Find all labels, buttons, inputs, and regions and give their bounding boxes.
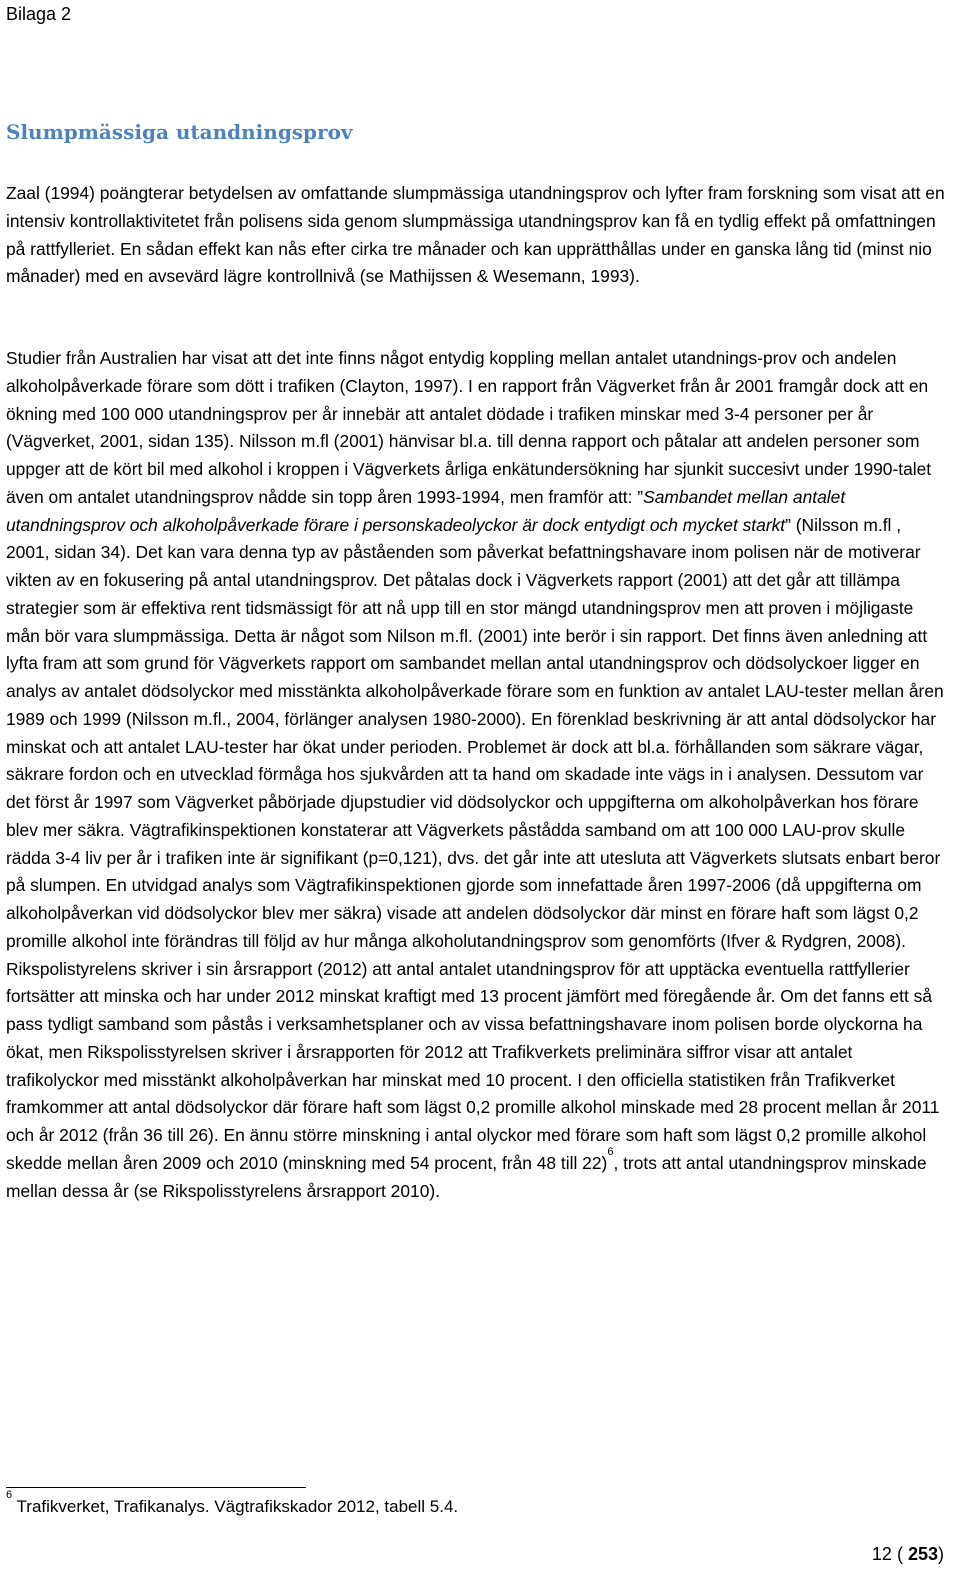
paragraph-studier xyxy=(6,345,946,1205)
footnote-number: 6 xyxy=(6,1489,13,1502)
page-current: 12 xyxy=(871,1544,892,1564)
footnote xyxy=(6,1489,459,1520)
footnote-text: Trafikverket, Trafikanalys. Vägtrafikskador 2012, tabell 5.4. xyxy=(12,1497,459,1516)
paragraph-text-c: , trots att antal utandningsprov minskade mellan dessa år (se Rikspolisstyrelens årsrapport 2010). xyxy=(6,1152,927,1201)
footnote-separator xyxy=(6,1487,306,1488)
page-total: 253 xyxy=(907,1544,938,1564)
paragraph-text-b: ” (Nilsson m.fl , 2001, sidan 34). Det kan vara denna typ av påståenden som påverkat befattningshavare inom polisen när de motiverar vikten av en fokusering på antal utandningsprov. Det påtalas dock i Vägverkets rapport (2001) att det går att tillämpa strategier som är effektiva rent tidsmässigt för att nå upp till en stor mängd utandningsprov men att proven i möjligaste mån bör vara slumpmässiga. Detta är något som Nilson m.fl. (2001) inte berör i sin rapport. Det finns även anledning att lyfta fram att som grund för Vägverkets rapport om sambandet mellan antal utandningsprov och dödsolyckoer ligger en analys av antalet dödsolyckor med misstänkta alkoholpåverkade förare som en funktion av antalet LAU-tester mellan åren 1989 och 1999 (Nilsson m.fl., 2004, förlänger analysen 1980-2000). En förenklad beskrivning är att antal dödsolyckor har minskat och att antalet LAU-tester har ökat under perioden. Problemet är dock att bl.a. förhållanden som säkrare vägar, säkrare fordon och en utvecklad förmåga hos sjukvården att ta hand om skadade inte vägs in i analysen. Dessutom var det först år 1997 som Vägverket påbörjade djupstudier vid dödsolyckor och uppgifterna om alkoholpåverkan hos förare blev mer säkra. Vägtrafikinspektionen konstaterar att Vägverkets påstådda samband om att 100 000 LAU-prov skulle rädda 3-4 liv per år i trafiken inte är signifikant (p=0,121), dvs. det går inte att utesluta att Vägverkets slutsats enbart beror på slumpen. En utvidgad analys som Vägtrafikinspektionen gjorde som innefattade åren 1997-2006 (då uppgifterna om alkoholpåverkan vid dödsolyckor blev mer säkra) visade att andelen dödsolyckor där minst en förare haft som lägst 0,2 promille alkohol inte förändras till följd av hur många alkoholutandningsprov som genomförts (Ifver & Rydgren, 2008). Rikspolistyrelens skriver i sin årsrapport (2012) att antal antalet utandningsprov för att upptäcka eventuella rattfyllerier fortsätter att minska och har under 2012 minskat kraftigt med 13 procent jämfört med föregående år. Om det fanns ett så pass tydligt samband som påstås i verksamhetsplaner och av vissa befattningshavare inom polisen borde olyckorna ha ökat, men Rikspolisstyrelsen skriver i årsrapporten för 2012 att Trafikverkets preliminära siffror visar att antalet trafikolyckor med misstänkt alkoholpåverkan har minskat med 10 procent. I den officiella statistiken från Trafikverket framkommer att antal dödsolyckor där förare haft som lägst 0,2 promille alkohol minskade med 28 procent mellan år 2011 och år 2012 (från 36 till 26). En ännu större minskning i antal olyckor med förare som haft som lägst 0,2 promille alkohol skedde mellan åren 2009 och 2010 (minskning med 54 procent, från 48 till 22) xyxy=(6,514,944,1173)
paragraph-text-a: Studier från Australien har visat att det inte finns något entydig koppling mellan antalet utandnings-prov och andelen alkoholpåverkade förare som dött i trafiken (Clayton, 1997). I en rapport från Vägverket från år 2001 framgår dock att en ökning med 100 000 utandningsprov per år innebär att antalet dödade i trafiken minskar med 3-4 personer per år (Vägverket, 2001, sidan 135). Nilsson m.fl (2001) hänvisar bl.a. till denna rapport och påtalar att andelen personer som uppger att de kört bil med alkohol i kroppen i Vägverkets årliga enkätundersökning har sjunkit succesivt under 1990-talet även om antalet utandningsprov nådde sin topp åren 1993-1994, men framför att: ” xyxy=(6,348,932,507)
section-heading: Slumpmässiga utandningsprov xyxy=(6,120,353,144)
italic-quote: Sambandet mellan antalet utandningsprov och alkoholpåverkade förare i personskadeolyckor är dock entydigt och mycket starkt xyxy=(6,486,846,535)
page-label: Bilaga 2 xyxy=(6,4,72,24)
paragraph-zaal: Zaal (1994) poängterar betydelsen av omfattande slumpmässiga utandningsprov och lyfter fram forskning som visat att en intensiv kontrollaktivitetet från polisens sida genom slumpmässiga utandningsprov kan få en tydlig effekt på omfattningen på rattfylleriet. En sådan effekt kan nås efter cirka tre månader och kan upprätthållas under en ganska lång tid (minst nio månader) med en avsevärd lägre kontrollnivå (se Mathijssen & Wesemann, 1993). xyxy=(6,183,945,287)
page-number xyxy=(872,1544,944,1565)
page-open: ( xyxy=(891,1544,908,1564)
page-close: ) xyxy=(938,1544,944,1564)
footnote-ref[interactable]: 6 xyxy=(607,1145,614,1158)
